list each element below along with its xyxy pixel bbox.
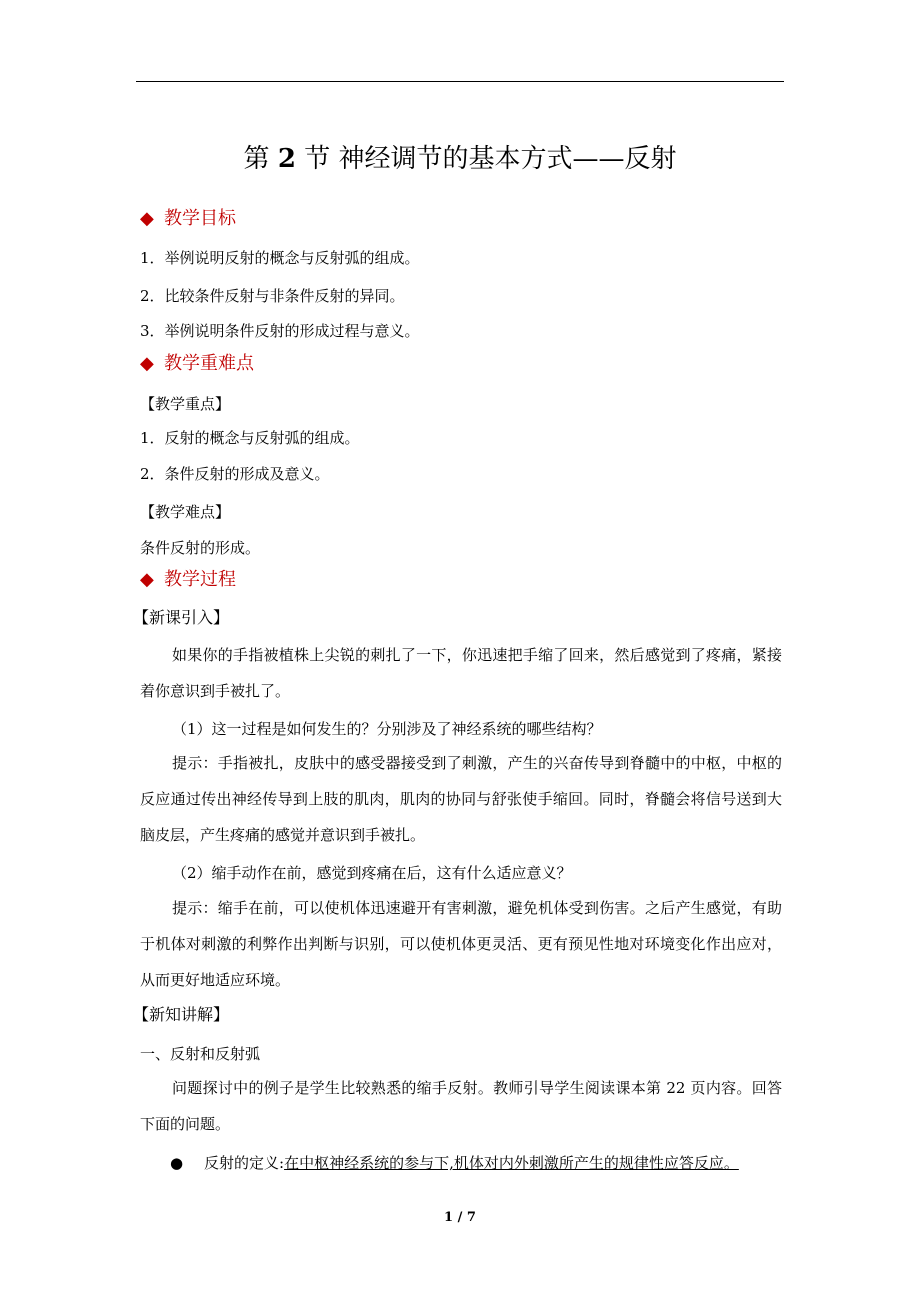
hint-2: 提示：缩手在前，可以使机体迅速避开有害刺激，避免机体受到伤害。之后产生感觉，有助于机体对刺激的利弊作出判断与识别，可以使机体更灵活、更有预见性地对环境变化作出应对，从而更好地适应环境。 xyxy=(140,899,782,989)
diamond-icon: ◆ xyxy=(140,569,154,590)
diamond-icon: ◆ xyxy=(140,353,154,374)
goal-item-3: 3．举例说明条件反射的形成过程与意义。 xyxy=(140,322,420,340)
difficulty-label: 【教学难点】 xyxy=(140,503,231,521)
explore-paragraph: 问题探讨中的例子是学生比较熟悉的缩手反射。教师引导学生阅读课本第 22 页内容。回答下面的问题。 xyxy=(140,1079,782,1133)
goal-item-1: 1．举例说明反射的概念与反射弧的组成。 xyxy=(140,249,420,267)
definition-text: 在中枢神经系统的参与下,机体对内外刺激所产生的规律性应答反应。 xyxy=(284,1154,739,1172)
question-2: （2）缩手动作在前，感觉到疼痛在后，这有什么适应意义？ xyxy=(172,864,572,882)
section-goals: ◆ 教学目标 xyxy=(140,208,236,229)
bullet-icon: ● xyxy=(170,1154,184,1172)
key-point-2: 2．条件反射的形成及意义。 xyxy=(140,465,330,483)
key-point-1: 1．反射的概念与反射弧的组成。 xyxy=(140,429,360,447)
page-title: 第 2 节 神经调节的基本方式——反射 xyxy=(243,144,677,174)
section-process: ◆ 教学过程 xyxy=(140,569,236,590)
intro-paragraph: 如果你的手指被植株上尖锐的刺扎了一下，你迅速把手缩了回来，然后感觉到了疼痛，紧接着你意识到手被扎了。 xyxy=(140,646,782,700)
diamond-icon: ◆ xyxy=(140,208,154,229)
goal-item-2: 2．比较条件反射与非条件反射的异同。 xyxy=(140,287,405,305)
key-points-label: 【教学重点】 xyxy=(140,395,231,413)
page-number: 1 / 7 xyxy=(444,1210,476,1225)
section-key-points: ◆ 教学重难点 xyxy=(140,353,254,374)
part-heading: 一、反射和反射弧 xyxy=(140,1045,261,1063)
definition-bullet: ● 反射的定义:在中枢神经系统的参与下,机体对内外刺激所产生的规律性应答反应。 xyxy=(170,1154,739,1172)
hint-1: 提示：手指被扎，皮肤中的感受器接受到了刺激，产生的兴奋传导到脊髓中的中枢，中枢的反应通过传出神经传导到上肢的肌肉，肌肉的协同与舒张使手缩回。同时，脊髓会将信号送到大脑皮层，产生疼痛的感觉并意识到手被扎。 xyxy=(140,754,782,844)
question-1: （1）这一过程是如何发生的？分别涉及了神经系统的哪些结构？ xyxy=(172,720,602,738)
difficulty-text: 条件反射的形成。 xyxy=(140,539,261,557)
new-knowledge-label: 【新知讲解】 xyxy=(133,1005,230,1024)
intro-label: 【新课引入】 xyxy=(133,608,230,627)
header-rule xyxy=(136,81,784,82)
